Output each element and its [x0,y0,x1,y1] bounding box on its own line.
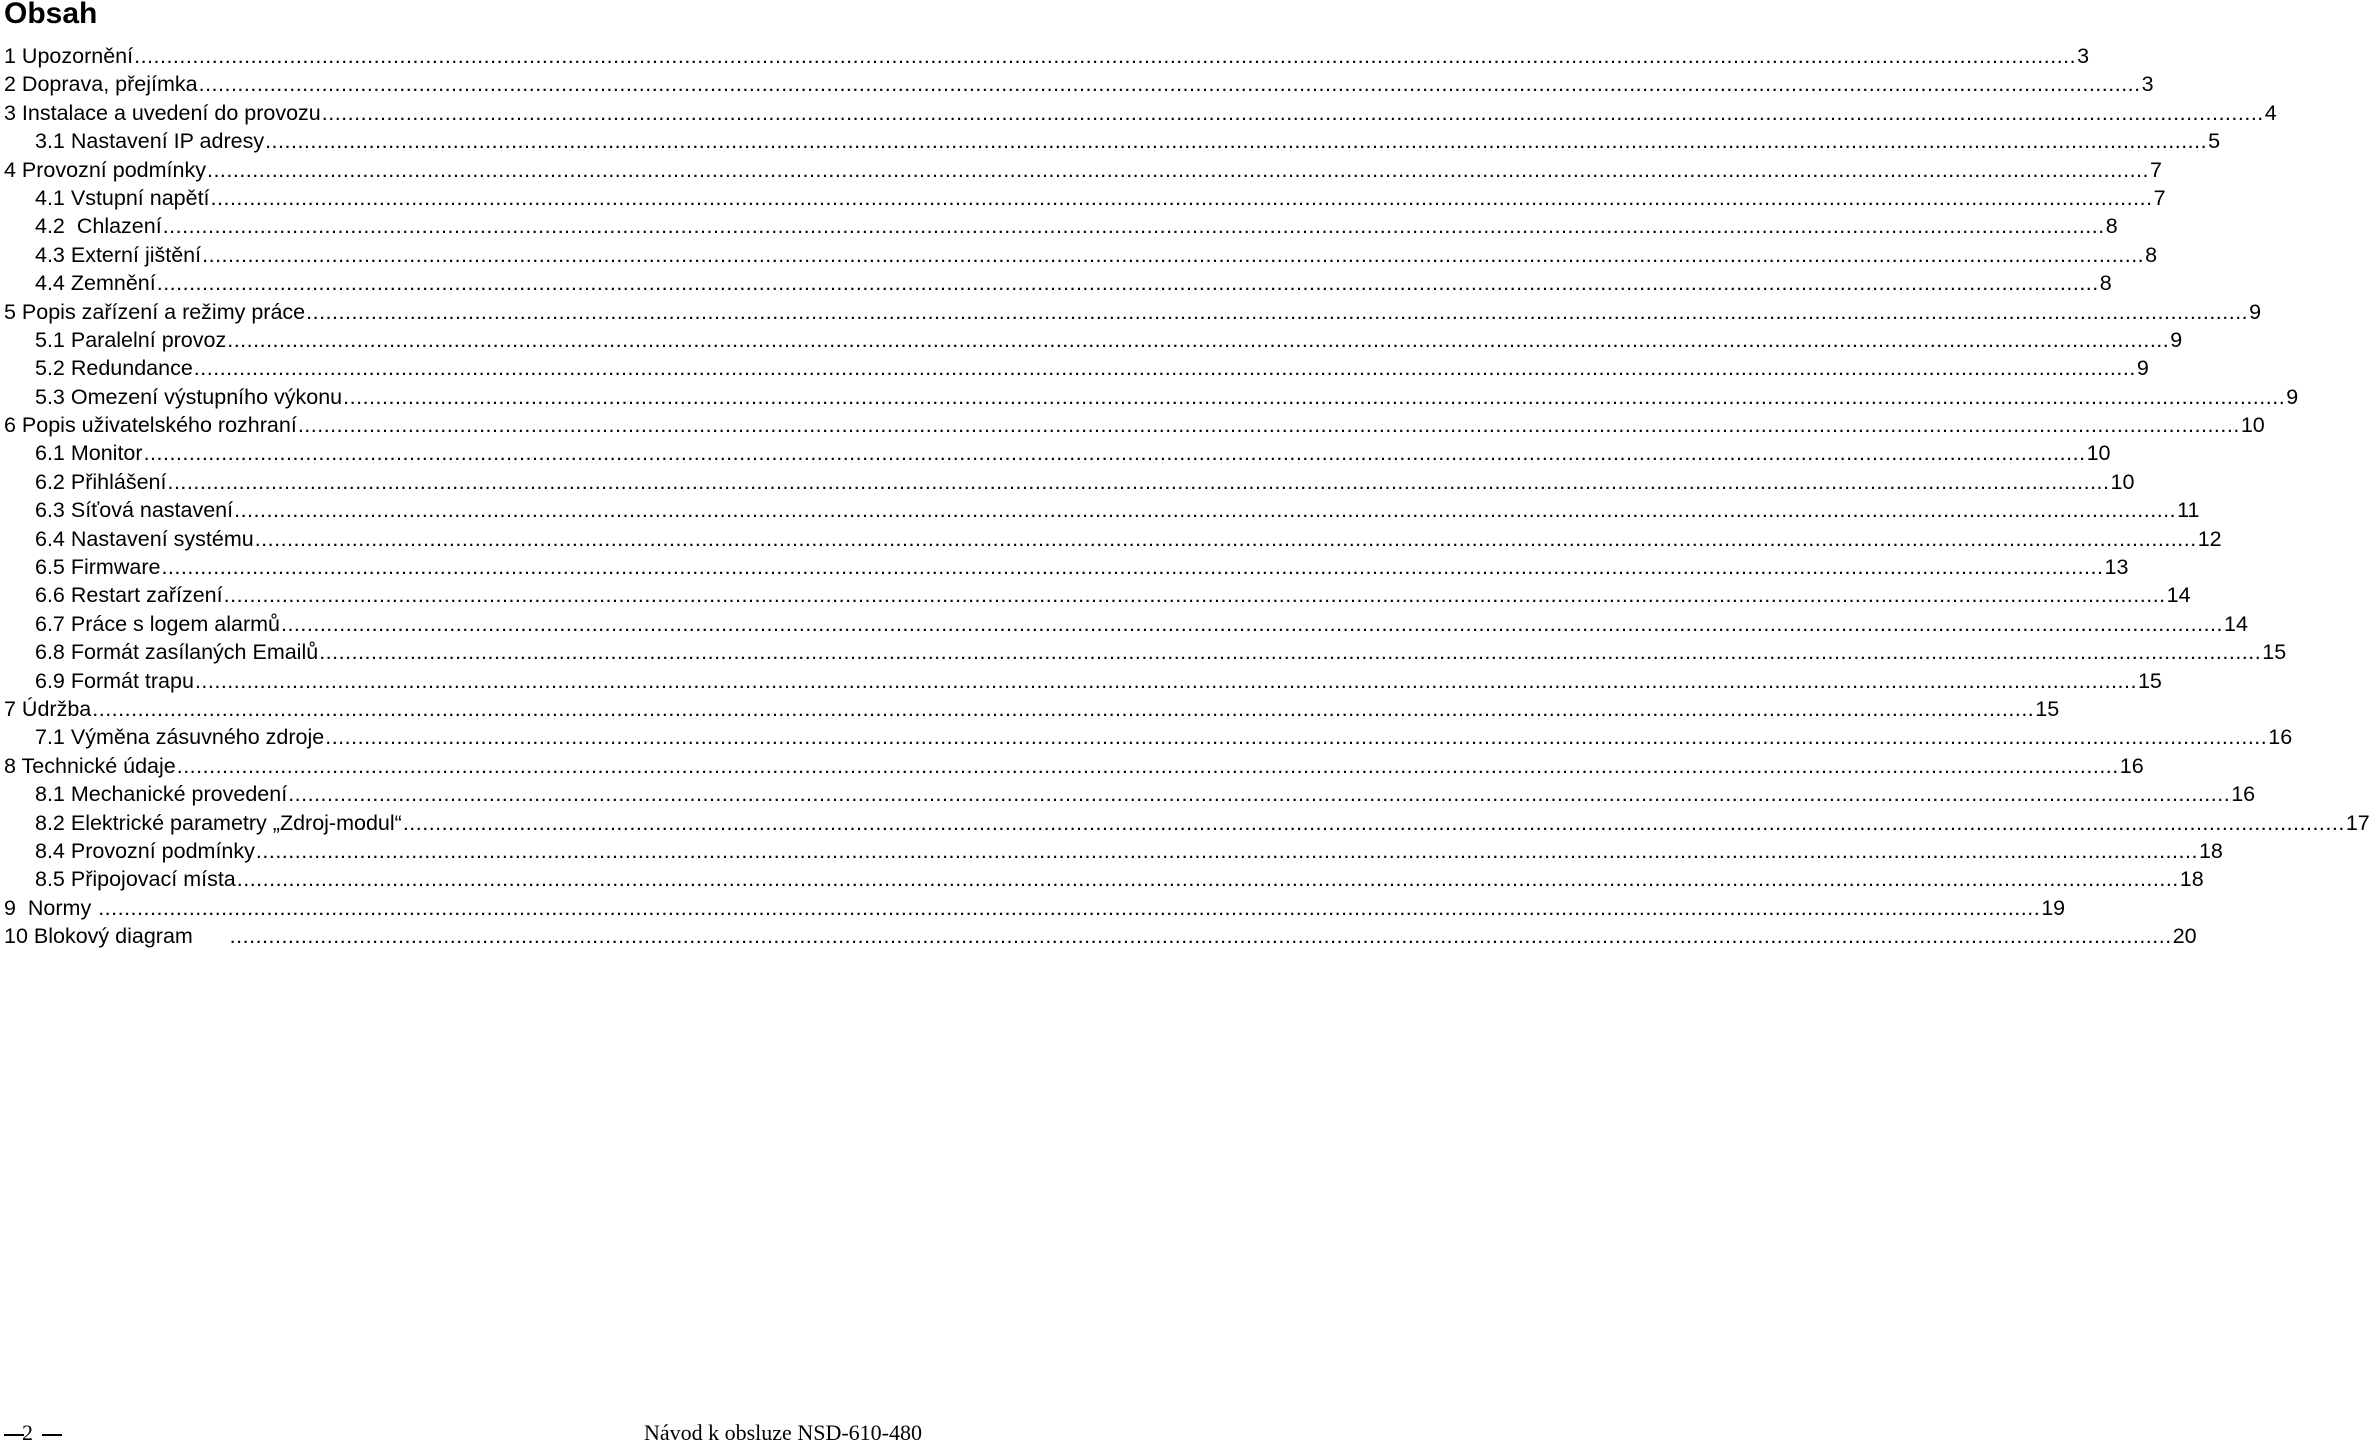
toc-entry-label: 6.7 Práce s logem alarmů [35,611,280,636]
toc-entry-page: 7 [2150,157,2162,182]
toc-entry-page: 9 [2136,356,2149,381]
toc-entry[interactable] [4,156,2162,184]
toc-leader-dots: ............................................................................................................................................................................................................................................................................................................ [325,725,2268,750]
toc-entry-page: 15 [2137,668,2162,693]
toc-entry-page: 10 [2086,441,2111,466]
toc-leader-dots: ............................................................................................................................................................................................................................................................................................................ [98,895,2041,920]
toc-leader-dots: ............................................................................................................................................................................................................................................................................................................ [255,838,2198,863]
toc-entry[interactable] [4,496,2200,524]
toc-leader-dots: ............................................................................................................................................................................................................................................................................................................ [210,185,2153,210]
toc-leader-dots: ............................................................................................................................................................................................................................................................................................................ [162,214,2105,239]
toc-entry-label: 7 Údržba [4,696,92,721]
toc-entry-page: 9 [2249,299,2262,324]
toc-leader-dots: ............................................................................................................................................................................................................................................................................................................ [167,469,2110,494]
toc-entry-label: 4.3 Externí jištění [35,242,202,267]
toc-entry[interactable] [4,127,2221,155]
toc-entry[interactable] [4,383,2299,411]
toc-leader-dots: ............................................................................................................................................................................................................................................................................................................ [176,753,2119,778]
toc-entry[interactable] [4,70,2154,98]
toc-entry-page: 3 [2077,44,2090,68]
toc-leader-dots: ............................................................................................................................................................................................................................................................................................................ [134,44,2077,68]
toc-entry-label: 6.3 Síťová nastavení [35,498,234,523]
toc-entry-page: 5 [2208,129,2221,154]
toc-entry-page: 10 [2240,413,2265,438]
footer-dash-left [4,1434,24,1436]
toc-leader-dots: ............................................................................................................................................................................................................................................................................................................ [343,384,2286,409]
toc-entry-page: 16 [2268,725,2293,750]
toc-entry[interactable] [4,42,2090,70]
toc-leader-dots: ............................................................................................................................................................................................................................................................................................................ [234,498,2177,523]
toc-entry[interactable] [4,269,2112,297]
toc-entry[interactable] [4,553,2129,581]
toc-entry[interactable] [4,695,2060,723]
toc-entry-page: 18 [2198,838,2223,863]
toc-leader-dots: ............................................................................................................................................................................................................................................................................................................ [306,299,2249,324]
toc-entry[interactable] [4,809,2370,837]
toc-entry-label: 4 Provozní podmínky [4,157,206,182]
toc-entry[interactable] [4,581,2191,609]
toc-entry[interactable] [4,468,2135,496]
toc-entry[interactable] [4,752,2144,780]
footer-page-number: 2 [22,1420,33,1445]
toc-entry-page: 8 [2099,271,2112,296]
toc-entry-page: 14 [2166,583,2191,608]
toc-entry[interactable] [4,638,2287,666]
toc-entry-page: 12 [2197,526,2222,551]
toc-entry-page: 16 [2231,782,2256,807]
toc-entry-label: 6.1 Monitor [35,441,143,466]
toc-entry-page: 15 [2262,640,2287,665]
toc-entry[interactable] [4,439,2111,467]
toc-entry-label: 6.2 Přihlášení [35,469,167,494]
toc-entry-label: 6.5 Firmware [35,555,161,580]
toc-entry-label: 7.1 Výměna zásuvného zdroje [35,725,325,750]
toc-entry-label: 10 Blokový diagram [4,924,229,949]
toc-entry-page: 4 [2264,100,2277,125]
toc-entry-label: 5 Popis zařízení a režimy práce [4,299,306,324]
toc-entry-page: 11 [2177,498,2200,523]
toc-entry-label: 8.1 Mechanické provedení [35,782,288,807]
toc-leader-dots: ............................................................................................................................................................................................................................................................................................................ [254,526,2197,551]
toc-entry-label: 2 Doprava, přejímka [4,72,198,97]
toc-entry-page: 10 [2110,469,2135,494]
toc-entry-label: 5.2 Redundance [35,356,193,381]
toc-entry[interactable] [4,922,2197,950]
toc-leader-dots: ............................................................................................................................................................................................................................................................................................................ [265,129,2208,154]
toc-leader-dots: ............................................................................................................................................................................................................................................................................................................ [223,583,2166,608]
toc-entry[interactable] [4,241,2158,269]
toc-entry-page: 19 [2041,895,2066,920]
toc-entry-page: 20 [2172,924,2197,949]
toc-entry-label: 1 Upozornění [4,44,134,68]
toc-entry-label: 5.3 Omezení výstupního výkonu [35,384,343,409]
table-of-contents [4,42,2370,951]
toc-entry[interactable] [4,837,2223,865]
toc-leader-dots: ............................................................................................................................................................................................................................................................................................................ [280,611,2224,636]
toc-entry-label: 6 Popis uživatelského rozhraní [4,413,297,438]
toc-entry-label: 3 Instalace a uvedení do provozu [4,100,321,125]
toc-leader-dots: ............................................................................................................................................................................................................................................................................................................ [319,640,2262,665]
toc-entry-label: 5.1 Paralelní provoz [35,327,227,352]
toc-entry-label: 6.6 Restart zařízení [35,583,223,608]
toc-leader-dots: ............................................................................................................................................................................................................................................................................................................ [92,696,2035,721]
toc-entry-page: 16 [2119,753,2144,778]
toc-entry-page: 3 [2141,72,2154,97]
toc-entry-label: 4.1 Vstupní napětí [35,185,210,210]
toc-entry-label: 9 Normy [4,895,98,920]
toc-leader-dots: ............................................................................................................................................................................................................................................................................................................ [198,72,2141,97]
page-footer [0,1420,960,1448]
toc-entry-label: 3.1 Nastavení IP adresy [35,129,265,154]
toc-entry[interactable] [4,525,2222,553]
toc-leader-dots: ............................................................................................................................................................................................................................................................................................................ [321,100,2264,125]
page-title: Obsah [4,0,98,30]
toc-entry[interactable] [4,610,2248,638]
toc-entry-page: 8 [2105,214,2118,239]
toc-entry[interactable] [4,354,2149,382]
toc-entry[interactable] [4,865,2204,893]
toc-entry-label: 4.2 Chlazení [35,214,162,239]
toc-entry-page: 13 [2104,555,2129,580]
toc-leader-dots: ............................................................................................................................................................................................................................................................................................................ [227,327,2170,352]
footer-dash-right [42,1434,62,1436]
toc-entry[interactable] [4,667,2162,695]
toc-entry[interactable] [4,212,2118,240]
toc-entry[interactable] [4,894,2066,922]
toc-entry[interactable] [4,184,2166,212]
toc-entry-page: 18 [2179,867,2204,892]
toc-entry-label: 8.4 Provozní podmínky [35,838,255,863]
toc-entry-label: 6.9 Formát trapu [35,668,194,693]
toc-entry-label: 8 Technické údaje [4,753,176,778]
toc-leader-dots: ............................................................................................................................................................................................................................................................................................................ [143,441,2086,466]
toc-entry-label: 4.4 Zemnění [35,271,156,296]
toc-entry-label: 8.2 Elektrické parametry „Zdroj-modul“ [35,810,402,835]
toc-leader-dots: ............................................................................................................................................................................................................................................................................................................ [288,782,2231,807]
toc-leader-dots: ............................................................................................................................................................................................................................................................................................................ [236,867,2179,892]
toc-leader-dots: ............................................................................................................................................................................................................................................................................................................ [229,924,2172,949]
toc-leader-dots: ............................................................................................................................................................................................................................................................................................................ [193,356,2136,381]
toc-leader-dots: ............................................................................................................................................................................................................................................................................................................ [156,271,2099,296]
toc-entry-page: 8 [2145,242,2158,267]
toc-entry[interactable] [4,298,2262,326]
toc-leader-dots: ............................................................................................................................................................................................................................................................................................................ [297,413,2240,438]
toc-entry[interactable] [4,326,2183,354]
toc-entry-label: 6.4 Nastavení systému [35,526,254,551]
toc-entry[interactable] [4,411,2265,439]
toc-leader-dots: ............................................................................................................................................................................................................................................................................................................ [402,810,2345,835]
toc-entry-page: 17 [2345,810,2370,835]
toc-leader-dots: ............................................................................................................................................................................................................................................................................................................ [206,157,2149,182]
toc-leader-dots: ............................................................................................................................................................................................................................................................................................................ [202,242,2145,267]
footer-document-title: Návod k obsluze NSD-610-480 [643,1420,922,1445]
toc-entry-label: 8.5 Připojovací místa [35,867,236,892]
toc-entry-label: 6.8 Formát zasílaných Emailů [35,640,319,665]
toc-entry-page: 7 [2153,185,2166,210]
toc-leader-dots: ............................................................................................................................................................................................................................................................................................................ [194,668,2137,693]
toc-entry[interactable] [4,99,2277,127]
toc-leader-dots: ............................................................................................................................................................................................................................................................................................................ [161,555,2104,580]
toc-entry-page: 15 [2035,696,2060,721]
toc-entry[interactable] [4,723,2293,751]
toc-entry[interactable] [4,780,2256,808]
toc-entry-page: 14 [2224,611,2248,636]
toc-entry-page: 9 [2286,384,2299,409]
toc-entry-page: 9 [2170,327,2183,352]
